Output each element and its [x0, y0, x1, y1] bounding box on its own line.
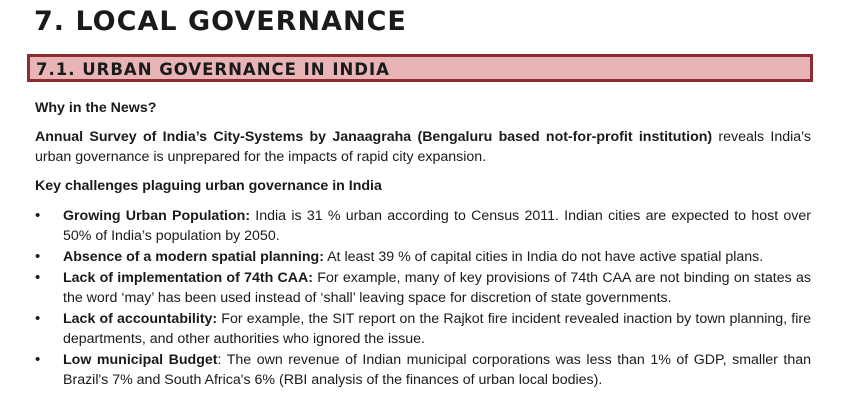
list-item-text: At least 39 % of capital cities in India do not have active spatial plans.	[323, 249, 764, 265]
bullet-icon: •	[35, 248, 41, 265]
bullet-icon: •	[35, 310, 41, 327]
intro-bold-text: Annual Survey of India’s City-Systems by Janaagraha (Bengaluru based not-for-profit institution)	[35, 129, 713, 145]
section-header	[27, 54, 813, 82]
list-item-text: For example, many of key provisions of 74th CAA are not binding on states as the word ‘may’ has been used instead of ‘shall’ leaving space for discretion of state governments.	[63, 270, 811, 306]
list-item-lead: Growing Urban Population:	[63, 208, 251, 224]
list-item	[35, 268, 811, 308]
why-in-news-heading: Why in the News?	[35, 100, 157, 116]
list-item-lead: Lack of accountability:	[63, 311, 218, 327]
list-item-text: For example, the SIT report on the Rajkot fire incident revealed inaction by town planning, fire departments, and other authorities who ignored the issue.	[63, 311, 811, 347]
intro-paragraph	[35, 127, 811, 167]
list-item-text: : The own revenue of Indian municipal corporations was less than 1% of GDP, smaller than Brazil's 7% and South Africa's 6% (RBI analysis of the finances of urban local bodies).	[63, 352, 811, 388]
list-item	[35, 206, 811, 246]
key-challenges-heading: Key challenges plaguing urban governance in India	[35, 178, 382, 194]
challenges-list	[35, 206, 811, 390]
list-item-lead: Lack of implementation of 74th CAA:	[63, 270, 314, 286]
bullet-icon: •	[35, 269, 41, 286]
bullet-icon: •	[35, 207, 41, 224]
chapter-title: 7. LOCAL GOVERNANCE	[34, 6, 407, 37]
list-item	[35, 350, 811, 390]
list-item-lead: Low municipal Budget	[63, 352, 218, 368]
document-body	[35, 98, 811, 391]
list-item	[35, 309, 811, 349]
intro-text: reveals India's urban governance is unprepared for the impacts of rapid city expansion.	[35, 129, 812, 165]
list-item-text: India is 31 % urban according to Census 2011. Indian cities are expected to host over 50% of India’s population by 2050.	[63, 208, 811, 244]
section-title: 7.1. URBAN GOVERNANCE IN INDIA	[36, 60, 390, 79]
list-item	[35, 247, 811, 267]
bullet-icon: •	[35, 351, 41, 368]
list-item-lead: Absence of a modern spatial planning:	[63, 249, 324, 265]
